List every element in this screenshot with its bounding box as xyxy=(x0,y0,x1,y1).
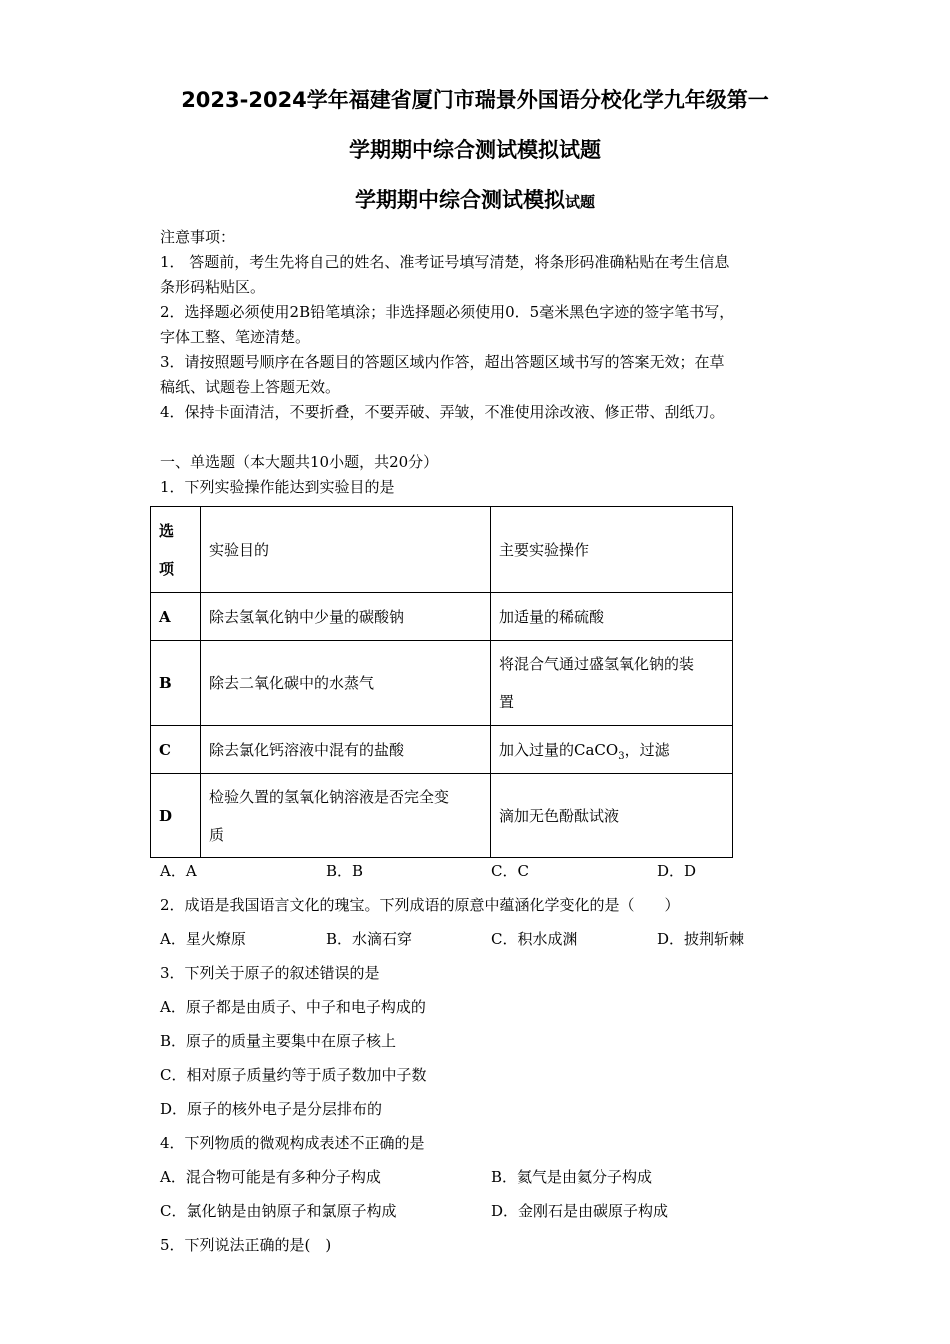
q3-option-b: B．原子的质量主要集中在原子核上 xyxy=(160,1032,397,1050)
table-cell-option: C xyxy=(151,726,201,774)
q4-option-c: C．氯化钠是由钠原子和氯原子构成 xyxy=(160,1202,397,1220)
notice-heading: 注意事项： xyxy=(160,228,236,246)
section-heading: 一、单选题（本大题共10小题，共20分） xyxy=(160,453,439,471)
q1-option-b: B．B xyxy=(326,862,364,880)
table-cell-goal: 除去氯化钙溶液中混有的盐酸 xyxy=(201,726,491,774)
table-cell-option: D xyxy=(151,774,201,858)
q1-option-c: C．C xyxy=(491,862,529,880)
q4-option-b: B．氦气是由氦分子构成 xyxy=(491,1168,653,1186)
exam-title-line1: 2023-2024学年福建省厦门市瑞景外国语分校化学九年级第一 xyxy=(181,88,769,112)
q2-option-d: D．披荆斩棘 xyxy=(657,930,745,948)
notice-line: 4．保持卡面清洁，不要折叠，不要弄破、弄皱，不准使用涂改液、修正带、刮纸刀。 xyxy=(160,403,725,421)
table-header-operation: 主要实验操作 xyxy=(491,507,733,593)
table-cell-goal: 检验久置的氢氧化钠溶液是否完全变 质 xyxy=(201,774,491,858)
notice-line: 3．请按照题号顺序在各题目的答题区域内作答，超出答题区域书写的答案无效；在草 xyxy=(160,353,725,371)
table-header-option: 选 项 xyxy=(151,507,201,593)
table-row xyxy=(151,774,733,858)
table-cell-option: A xyxy=(151,593,201,641)
table-row xyxy=(151,726,733,774)
q2-option-c: C．积水成渊 xyxy=(491,930,578,948)
table-header-goal: 实验目的 xyxy=(201,507,491,593)
q1-option-a: A．A xyxy=(160,862,197,880)
q3-option-c: C．相对原子质量约等于质子数加中子数 xyxy=(160,1066,427,1084)
q4-option-d: D．金刚石是由碳原子构成 xyxy=(491,1202,669,1220)
table-cell-option: B xyxy=(151,641,201,726)
q3-option-d: D．原子的核外电子是分层排布的 xyxy=(160,1100,383,1118)
notice-line: 1． 答题前，考生先将自己的姓名、准考证号填写清楚，将条形码准确粘贴在考生信息 xyxy=(160,253,730,271)
q1-stem: 1．下列实验操作能达到实验目的是 xyxy=(160,478,395,496)
q3-stem: 3．下列关于原子的叙述错误的是 xyxy=(160,964,380,982)
table-cell-goal: 除去二氧化碳中的水蒸气 xyxy=(201,641,491,726)
exam-title-line2: 学期期中综合测试模拟试题 xyxy=(349,138,601,162)
exam-title-line3-main: 学期期中综合测试模拟 xyxy=(354,188,565,212)
exam-title-line3-small: 试题 xyxy=(564,193,595,211)
table-cell-operation: 将混合气通过盛氢氧化钠的装 置 xyxy=(491,641,733,726)
q2-option-b: B．水滴石穿 xyxy=(326,930,413,948)
q4-stem: 4．下列物质的微观构成表述不正确的是 xyxy=(160,1134,425,1152)
table-row xyxy=(151,641,733,726)
q1-table xyxy=(150,506,733,858)
notice-line: 稿纸、试题卷上答题无效。 xyxy=(160,378,341,396)
table-header-row xyxy=(151,507,733,593)
q2-option-a: A．星火燎原 xyxy=(160,930,246,948)
notice-line: 2．选择题必须使用2B铅笔填涂；非选择题必须使用0．5毫米黑色字迹的签字笔书写， xyxy=(160,303,735,321)
notice-line: 条形码粘贴区。 xyxy=(160,278,266,296)
table-row xyxy=(151,593,733,641)
q3-option-a: A．原子都是由质子、中子和电子构成的 xyxy=(160,998,426,1016)
q4-option-a: A．混合物可能是有多种分子构成 xyxy=(160,1168,381,1186)
table-cell-operation: 滴加无色酚酞试液 xyxy=(491,774,733,858)
notice-line: 字体工整、笔迹清楚。 xyxy=(160,328,311,346)
q5-stem: 5．下列说法正确的是( ) xyxy=(160,1236,332,1254)
q2-stem: 2．成语是我国语言文化的瑰宝。下列成语的原意中蕴涵化学变化的是（ ） xyxy=(160,896,680,914)
table-cell-goal: 除去氢氧化钠中少量的碳酸钠 xyxy=(201,593,491,641)
q1-option-d: D．D xyxy=(657,862,697,880)
table-cell-operation: 加入过量的CaCO$_3$，过滤 xyxy=(491,726,733,774)
exam-title-line3 xyxy=(0,186,950,216)
table-cell-operation: 加适量的稀硫酸 xyxy=(491,593,733,641)
